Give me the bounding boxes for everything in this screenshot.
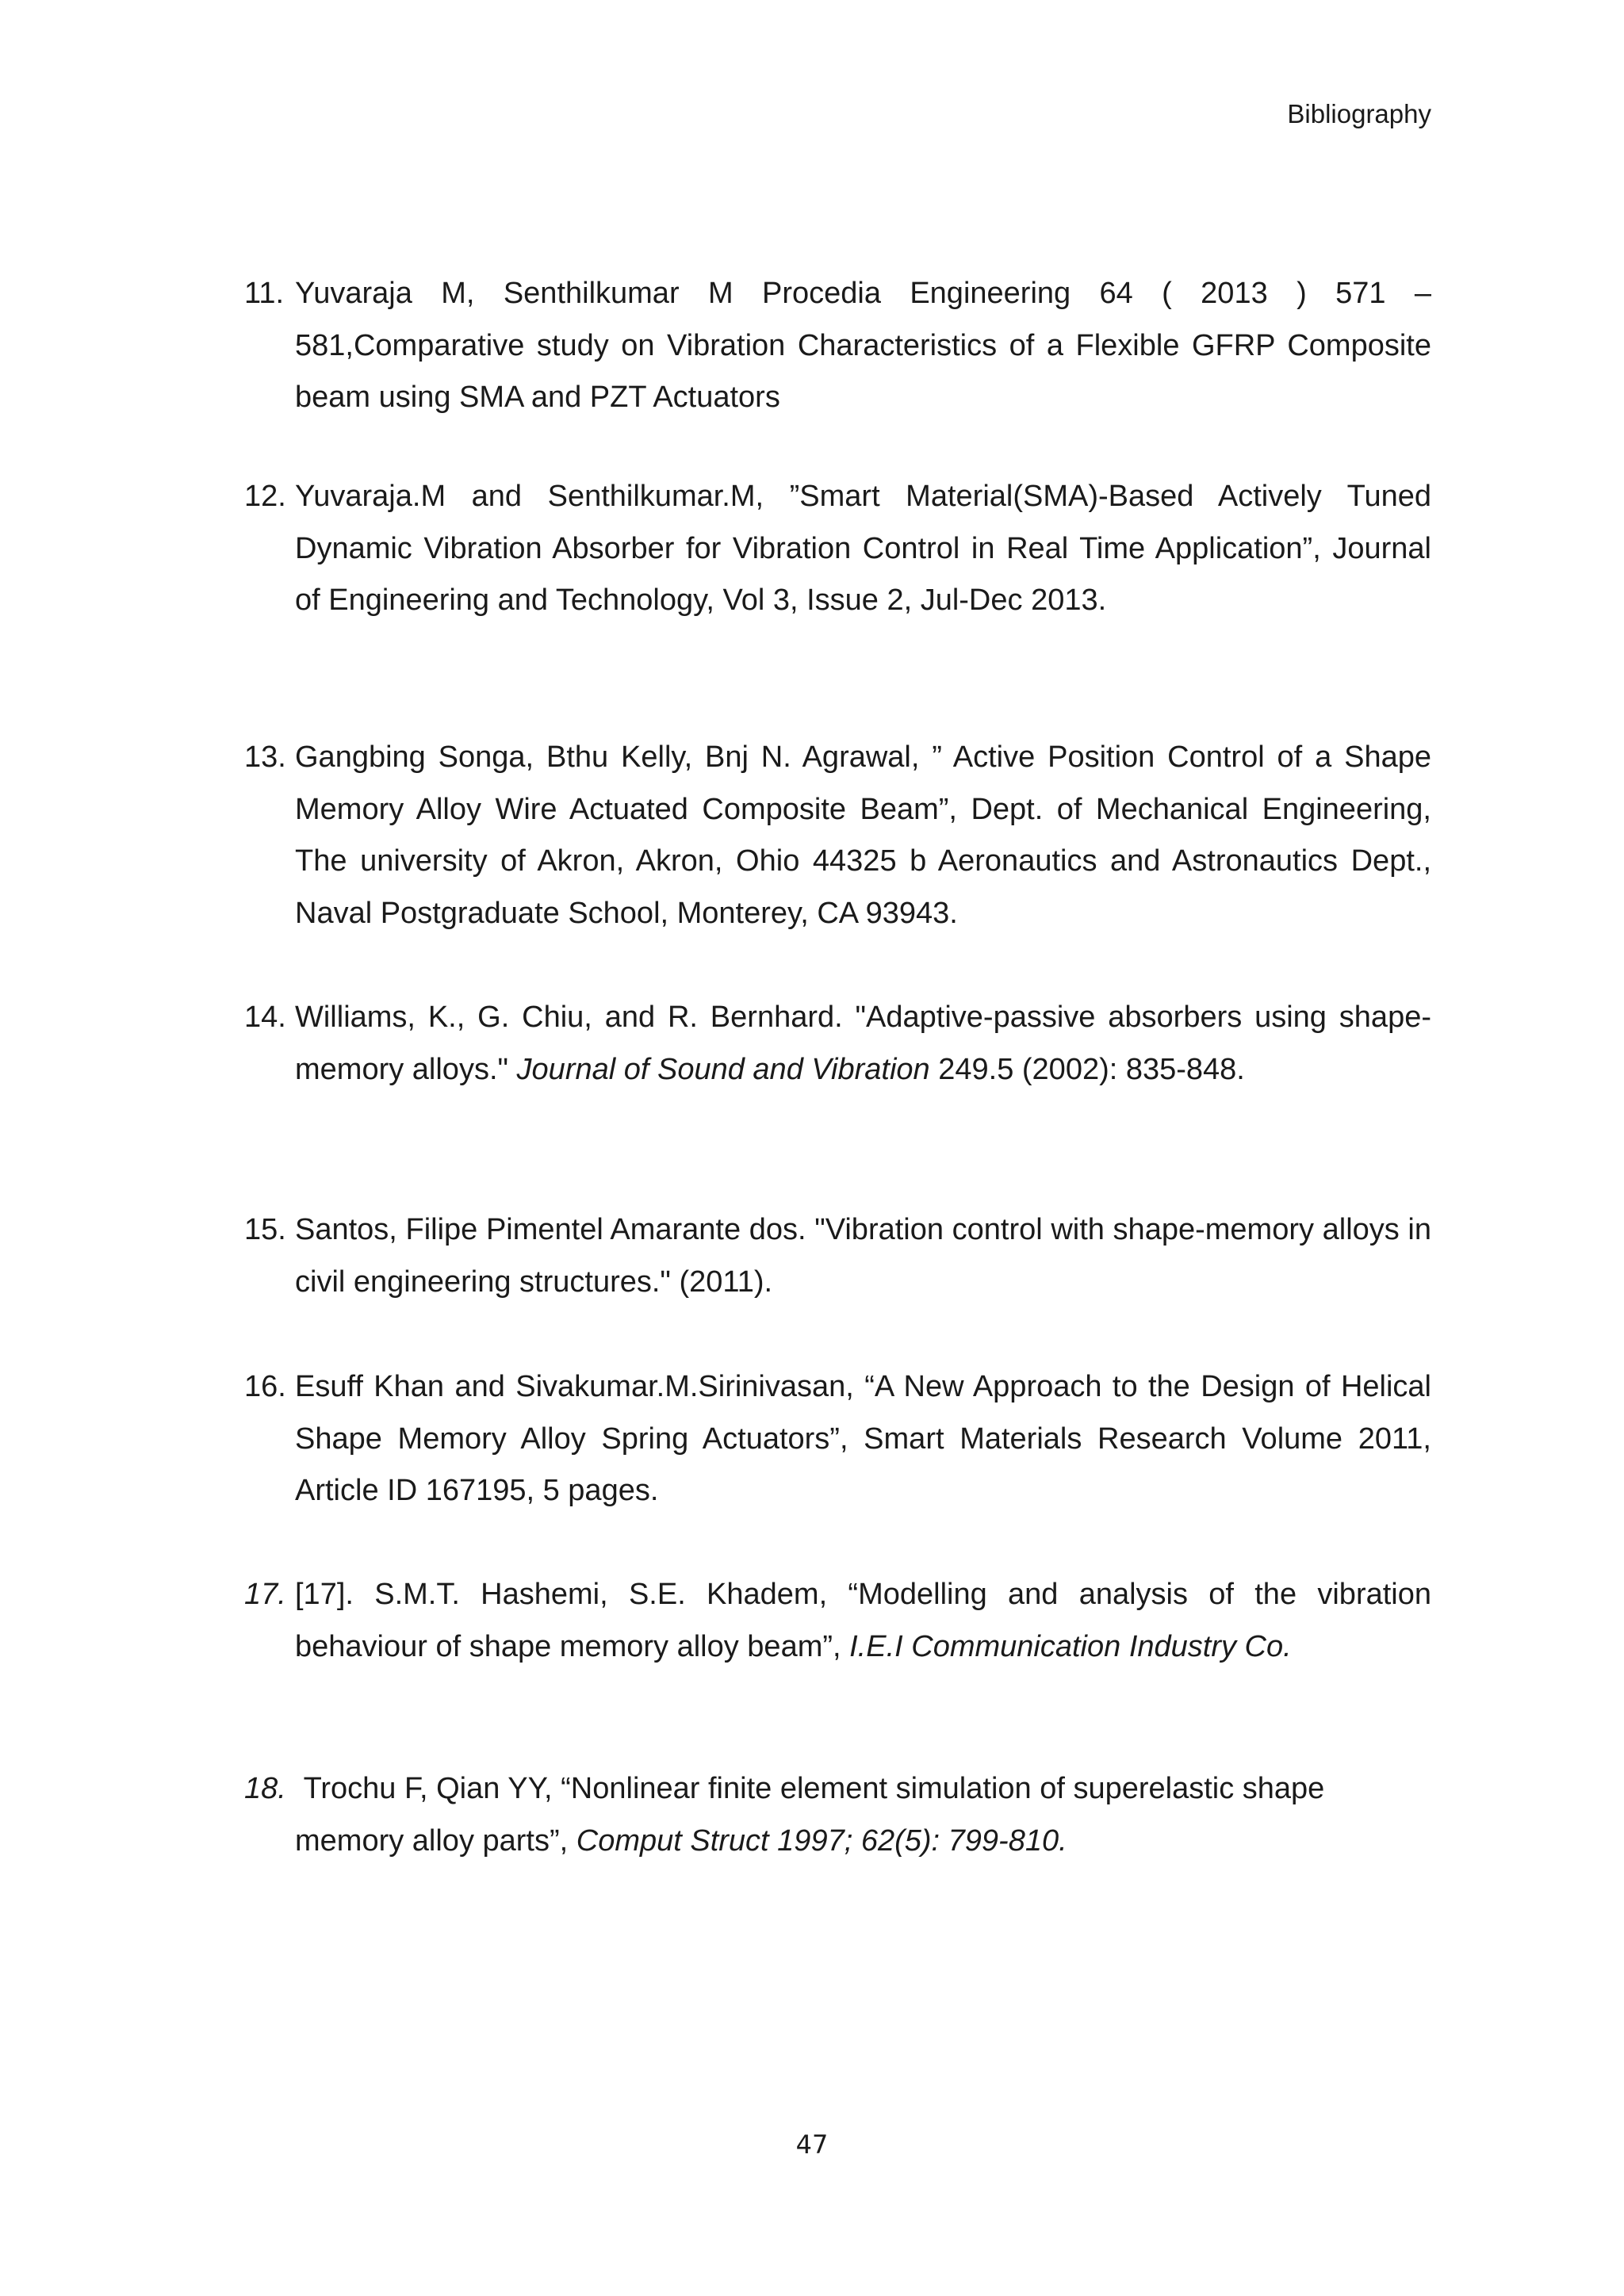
publisher-name: I.E.I Communication Industry Co.	[849, 1629, 1292, 1663]
reference-number: 17.	[244, 1578, 286, 1611]
reference-11	[244, 268, 1431, 424]
reference-number: 14.	[244, 1001, 286, 1034]
reference-text-start: [17]. S.M.T. Hashemi, S.E. Khadem, “Modelling and analysis of the vibration behaviour of shape memory alloy beam”,	[295, 1578, 1431, 1663]
reference-text	[295, 992, 1431, 1096]
reference-text: Gangbing Songa, Bthu Kelly, Bnj N. Agrawal, ” Active Position Control of a Shape Memory Alloy Wire Actuated Composite Beam”, Dept. of Mechanical Engineering, The university of Akron, Akron, Ohio 44325 b Aeronautics and Astronautics Dept., Naval Postgraduate School, Monterey, CA 93943.	[295, 740, 1431, 930]
reference-text: Esuff Khan and Sivakumar.M.Sirinivasan, “A New Approach to the Design of Helical Shape Memory Alloy Spring Actuators”, Smart Materials Research Volume 2011, Article ID 167195, 5 pages.	[295, 1370, 1431, 1507]
reference-text	[295, 1569, 1431, 1673]
journal-title: Journal of Sound and Vibration	[516, 1052, 930, 1086]
reference-text: Santos, Filipe Pimentel Amarante dos. "Vibration control with shape-memory alloys in civil engineering structures." (2011).	[295, 1213, 1431, 1299]
reference-number: 11.	[244, 277, 285, 310]
reference-text: Yuvaraja.M and Senthilkumar.M, ”Smart Material(SMA)-Based Actively Tuned Dynamic Vibration Absorber for Vibration Control in Real Time Application”, Journal of Engineering and Technology, Vol 3, Issue 2, Jul-Dec 2013.	[295, 480, 1431, 617]
running-header: Bibliography	[1287, 99, 1431, 128]
reference-17	[244, 1569, 1431, 1673]
reference-number: 18.	[244, 1772, 286, 1805]
reference-14	[244, 992, 1431, 1096]
reference-text-start: Williams, K., G. Chiu, and R. Bernhard. "Adaptive-passive absorbers using shape-memory alloys."	[295, 1001, 1431, 1086]
reference-18	[244, 1763, 1431, 1867]
reference-text: Yuvaraja M, Senthilkumar M Procedia Engineering 64 ( 2013 ) 571 – 581,Comparative study on Vibration Characteristics of a Flexible GFRP Composite beam using SMA and PZT Actuators	[295, 277, 1431, 414]
reference-15	[244, 1204, 1431, 1308]
reference-text-start: Trochu F, Qian YY, “Nonlinear finite element simulation of superelastic shape memory alloy parts”,	[295, 1772, 1333, 1858]
journal-citation: Comput Struct 1997; 62(5): 799-810.	[576, 1823, 1067, 1858]
reference-number: 13.	[244, 740, 286, 774]
reference-number: 15.	[244, 1213, 286, 1246]
reference-12	[244, 471, 1431, 627]
reference-13	[244, 732, 1431, 939]
reference-number: 16.	[244, 1370, 286, 1403]
reference-text-end: 249.5 (2002): 835-848.	[929, 1052, 1245, 1086]
reference-16	[244, 1361, 1431, 1517]
page-number: 47	[795, 2130, 829, 2160]
reference-number: 12.	[244, 480, 286, 513]
reference-text	[295, 1763, 1431, 1867]
